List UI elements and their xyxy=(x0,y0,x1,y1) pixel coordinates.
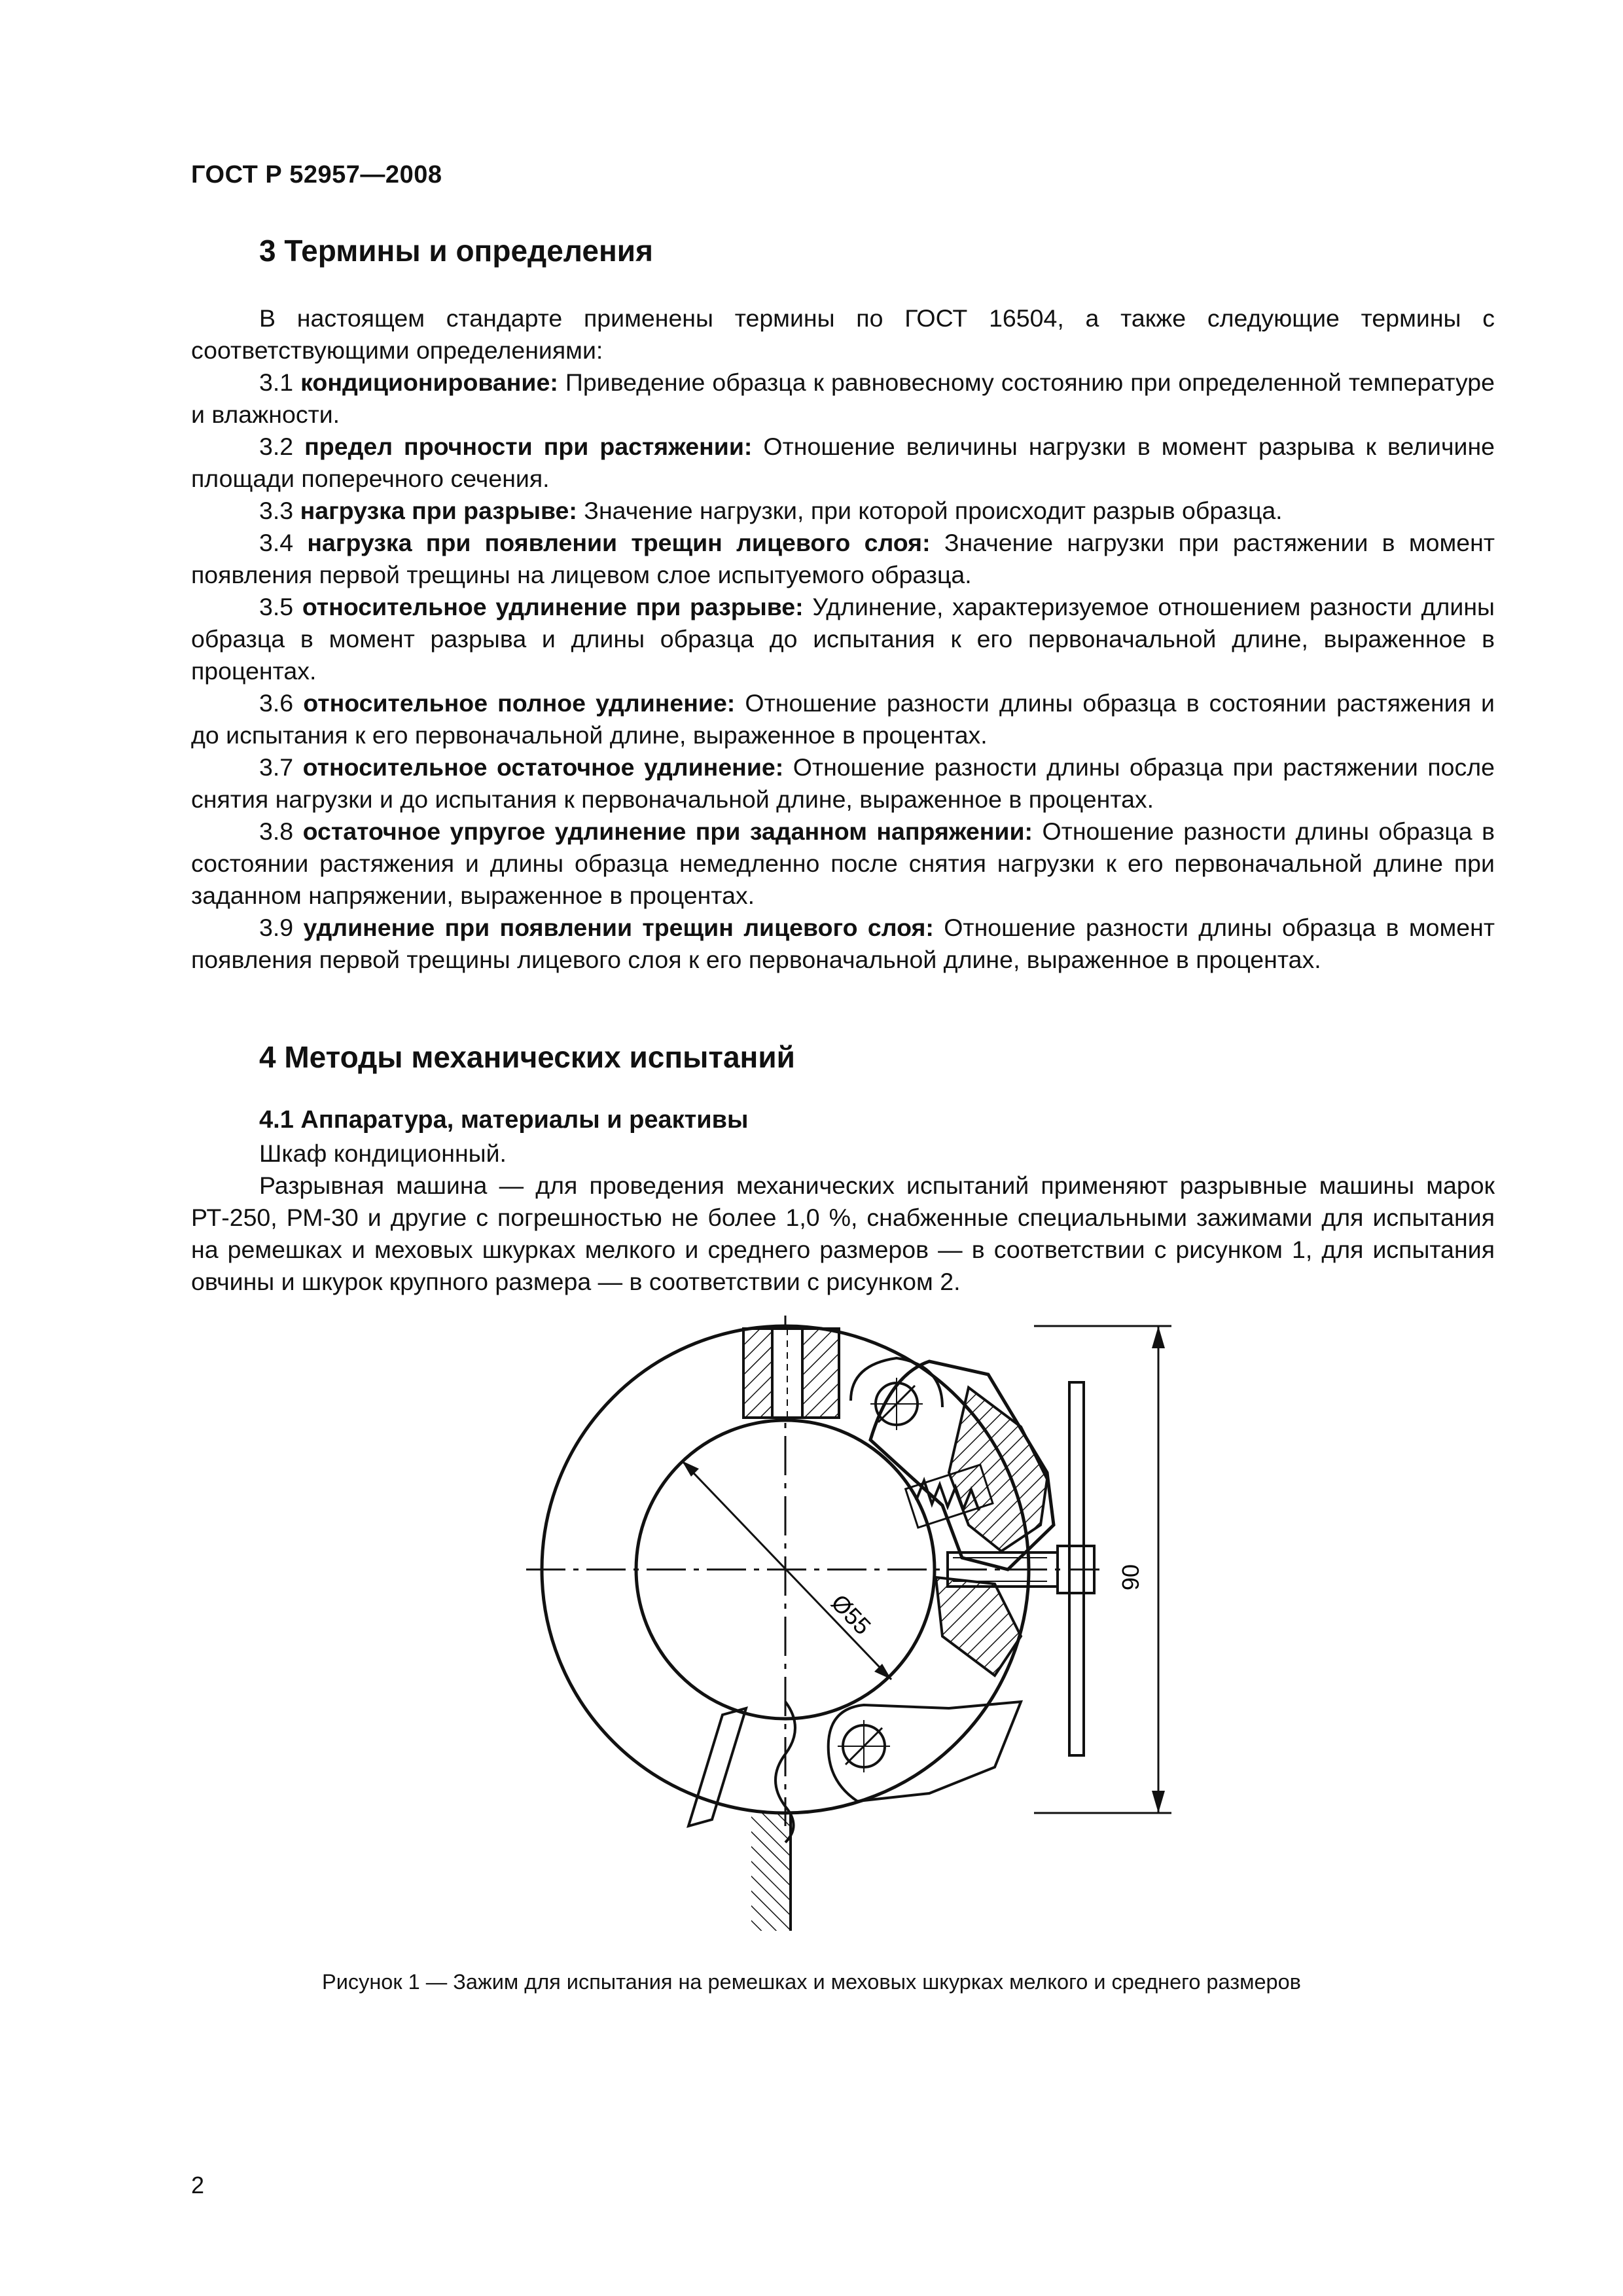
figure-1-caption: Рисунок 1 — Зажим для испытания на ремешках и меховых шкурках мелкого и среднего размеров xyxy=(322,1970,1301,1994)
page-number: 2 xyxy=(191,2172,205,2198)
subsection-4-1-title: 4.1 Аппаратура, материалы и реактивы xyxy=(259,1106,749,1134)
section-4-title: 4 Методы механических испытаний xyxy=(259,1040,795,1074)
section-3-intro: В настоящем стандарте применены термины по ГОСТ 16504, а также следующие термины с соответствующими определениями: xyxy=(191,304,1495,364)
term-name: остаточное упругое удлинение при заданном напряжении: xyxy=(302,817,1033,845)
document-id: ГОСТ Р 52957—2008 xyxy=(191,161,442,188)
term-name: нагрузка при разрыве: xyxy=(300,497,577,524)
term-name: предел прочности при растяжении: xyxy=(304,433,753,460)
term-3-7: 3.7 относительное остаточное удлинение: Отношение разности длины образца при растяжении после снятия нагрузки и до испытания к первоначальной длине, выраженное в процентах. xyxy=(191,753,1495,813)
term-3-4: 3.4 нагрузка при появлении трещин лицевого слоя: Значение нагрузки при растяжении в момент появления первой трещины на лицевом слое испытуемого образца. xyxy=(191,529,1495,588)
term-3-8: 3.8 остаточное упругое удлинение при заданном напряжении: Отношение разности длины образца в состоянии растяжения и длины образца немедленно после снятия нагрузки к его первоначальной длине при заданном напряжении, выраженное в процентах. xyxy=(191,817,1495,909)
term-name: кондиционирование: xyxy=(300,368,558,396)
term-name: нагрузка при появлении трещин лицевого слоя: xyxy=(307,529,931,556)
term-3-5: 3.5 относительное удлинение при разрыве: Удлинение, характеризуемое отношением разности длины образца в момент разрыва и длины образца до испытания к его первоначальной длине, выраженное в процентах. xyxy=(191,593,1495,685)
term-name: относительное остаточное удлинение: xyxy=(302,753,784,781)
height-label: 90 xyxy=(1117,1564,1144,1591)
term-3-6: 3.6 относительное полное удлинение: Отношение разности длины образца в состоянии растяжения и до испытания к его первоначальной длине, выраженное в процентах. xyxy=(191,689,1495,749)
term-3-3: 3.3 нагрузка при разрыве: Значение нагрузки, при которой происходит разрыв образца. xyxy=(259,497,1283,524)
term-3-2: 3.2 предел прочности при растяжении: Отношение величины нагрузки в момент разрыва к величине площади поперечного сечения. xyxy=(191,433,1495,492)
paragraph-tensile-machine: Разрывная машина — для проведения механических испытаний применяют разрывные машины марок РТ-250, РМ-30 и другие с погрешностью не более 1,0 %, снабженные специальными зажимами для испытания на ремешках и меховых шкурках мелкого и среднего размеров — в соответствии с рисунком 1, для испытания овчины и шкурок крупного размера — в соответствии с рисунком 2. xyxy=(191,1172,1495,1295)
term-name: относительное полное удлинение: xyxy=(303,689,736,717)
paragraph-conditioning-cabinet: Шкаф кондиционный. xyxy=(259,1139,507,1167)
diameter-label: Ø55 xyxy=(826,1588,877,1640)
term-name: удлинение при появлении трещин лицевого слоя: xyxy=(303,914,934,941)
section-3-title: 3 Термины и определения xyxy=(259,234,653,268)
term-3-9: 3.9 удлинение при появлении трещин лицевого слоя: Отношение разности длины образца в момент появления первой трещины лицевого слоя к его первоначальной длине, выраженное в процентах. xyxy=(191,914,1495,973)
term-3-1: 3.1 кондиционирование: Приведение образца к равновесному состоянию при определенной температуре и влажности. xyxy=(191,368,1495,428)
term-name: относительное удлинение при разрыве: xyxy=(302,593,804,620)
